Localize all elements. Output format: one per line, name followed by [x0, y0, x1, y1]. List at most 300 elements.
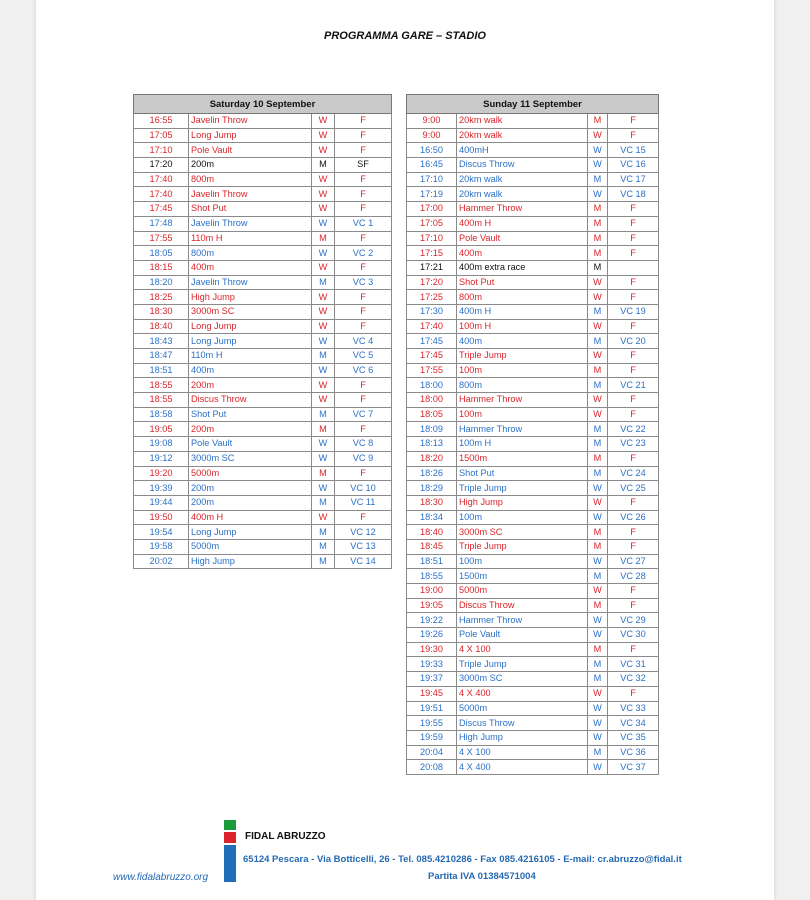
- schedule-row: [134, 128, 392, 143]
- row-time: 19:00: [407, 584, 457, 599]
- row-time: 17:19: [407, 187, 457, 202]
- row-time: 18:40: [134, 319, 189, 334]
- row-event: Pole Vault: [189, 437, 312, 452]
- schedule-row: [407, 407, 659, 422]
- row-event: High Jump: [457, 730, 588, 745]
- row-round: VC 19: [608, 304, 659, 319]
- schedule-row: [407, 143, 659, 158]
- row-event: 1500m: [457, 451, 588, 466]
- row-time: 9:00: [407, 114, 457, 129]
- row-round: F: [608, 114, 659, 129]
- row-round: VC 4: [335, 334, 392, 349]
- row-time: 17:55: [407, 363, 457, 378]
- schedule-row: [134, 246, 392, 261]
- row-round: F: [335, 231, 392, 246]
- row-gender: W: [588, 613, 608, 628]
- schedule-row: [407, 598, 659, 613]
- row-time: 18:09: [407, 422, 457, 437]
- schedule-row: [407, 686, 659, 701]
- row-round: F: [608, 495, 659, 510]
- row-time: 19:26: [407, 628, 457, 643]
- row-gender: M: [312, 539, 335, 554]
- row-event: 400m: [189, 363, 312, 378]
- row-event: 100m: [457, 363, 588, 378]
- row-event: Discus Throw: [457, 598, 588, 613]
- row-event: 400m extra race: [457, 260, 588, 275]
- row-round: VC 23: [608, 437, 659, 452]
- row-time: 19:37: [407, 672, 457, 687]
- schedule-row: [407, 672, 659, 687]
- row-gender: W: [588, 319, 608, 334]
- schedule-row: [134, 363, 392, 378]
- row-time: 19:30: [407, 642, 457, 657]
- row-round: VC 9: [335, 451, 392, 466]
- row-gender: M: [588, 216, 608, 231]
- row-round: SF: [335, 158, 392, 173]
- row-event: 200m: [189, 495, 312, 510]
- row-round: VC 16: [608, 158, 659, 173]
- row-round: F: [335, 114, 392, 129]
- schedule-row: [134, 525, 392, 540]
- row-event: 100m: [457, 554, 588, 569]
- row-event: Javelin Throw: [189, 275, 312, 290]
- row-event: 100m: [457, 510, 588, 525]
- row-time: 18:00: [407, 393, 457, 408]
- row-time: 18:05: [407, 407, 457, 422]
- schedule-row: [407, 628, 659, 643]
- row-round: F: [335, 466, 392, 481]
- row-event: 200m: [189, 378, 312, 393]
- row-time: 18:45: [407, 539, 457, 554]
- row-event: Long Jump: [189, 334, 312, 349]
- row-round: VC 29: [608, 613, 659, 628]
- schedule-row: [407, 231, 659, 246]
- row-round: VC 11: [335, 495, 392, 510]
- row-gender: M: [312, 525, 335, 540]
- schedule-row: [134, 510, 392, 525]
- row-time: 17:45: [134, 202, 189, 217]
- row-event: Pole Vault: [457, 628, 588, 643]
- schedule-row: [134, 216, 392, 231]
- row-event: Triple Jump: [457, 539, 588, 554]
- contact-address: 65124 Pescara - Via Botticelli, 26 - Tel. 085.4210286 - Fax 085.4216105 - E-mail: cr.abruzzo@fidal.it: [243, 854, 682, 865]
- schedule-row: [134, 114, 392, 129]
- row-event: 20km walk: [457, 187, 588, 202]
- vat-number: Partita IVA 01384571004: [428, 871, 536, 882]
- row-round: [608, 260, 659, 275]
- row-time: 9:00: [407, 128, 457, 143]
- schedule-row: [407, 701, 659, 716]
- row-time: 18:20: [407, 451, 457, 466]
- row-gender: M: [588, 525, 608, 540]
- row-event: 200m: [189, 158, 312, 173]
- row-time: 19:44: [134, 495, 189, 510]
- row-time: 18:34: [407, 510, 457, 525]
- row-round: F: [608, 231, 659, 246]
- organization-name: FIDAL ABRUZZO: [245, 831, 326, 842]
- schedule-row: [407, 451, 659, 466]
- row-event: 5000m: [457, 584, 588, 599]
- schedule-row: [407, 613, 659, 628]
- row-time: 19:50: [134, 510, 189, 525]
- row-gender: W: [588, 510, 608, 525]
- row-gender: M: [312, 422, 335, 437]
- row-time: 17:40: [134, 172, 189, 187]
- row-round: F: [608, 686, 659, 701]
- row-round: VC 13: [335, 539, 392, 554]
- row-time: 17:40: [407, 319, 457, 334]
- logo-blue-bar: [224, 845, 236, 882]
- row-gender: M: [588, 363, 608, 378]
- row-round: VC 35: [608, 730, 659, 745]
- row-event: Long Jump: [189, 525, 312, 540]
- row-event: Javelin Throw: [189, 216, 312, 231]
- row-round: VC 3: [335, 275, 392, 290]
- row-time: 19:12: [134, 451, 189, 466]
- schedule-row: [407, 466, 659, 481]
- row-round: VC 32: [608, 672, 659, 687]
- row-gender: W: [588, 686, 608, 701]
- schedule-row: [134, 393, 392, 408]
- schedule-row: [407, 393, 659, 408]
- row-gender: W: [588, 628, 608, 643]
- schedule-row: [407, 554, 659, 569]
- row-event: 400mH: [457, 143, 588, 158]
- row-gender: M: [588, 231, 608, 246]
- row-time: 18:51: [407, 554, 457, 569]
- row-event: Javelin Throw: [189, 187, 312, 202]
- row-gender: W: [588, 290, 608, 305]
- row-event: Pole Vault: [457, 231, 588, 246]
- row-round: F: [608, 216, 659, 231]
- row-event: 200m: [189, 422, 312, 437]
- row-event: 20km walk: [457, 114, 588, 129]
- schedule-row: [407, 304, 659, 319]
- row-gender: M: [588, 466, 608, 481]
- row-round: F: [608, 407, 659, 422]
- row-gender: W: [312, 378, 335, 393]
- row-gender: W: [312, 334, 335, 349]
- sunday-header: Sunday 11 September: [407, 95, 659, 114]
- row-round: F: [608, 525, 659, 540]
- row-time: 17:10: [134, 143, 189, 158]
- schedule-row: [134, 407, 392, 422]
- row-gender: W: [312, 290, 335, 305]
- schedule-row: [407, 334, 659, 349]
- row-time: 17:05: [407, 216, 457, 231]
- row-gender: M: [588, 657, 608, 672]
- row-round: VC 31: [608, 657, 659, 672]
- row-event: High Jump: [189, 554, 312, 569]
- row-time: 17:55: [134, 231, 189, 246]
- row-event: 100m H: [457, 437, 588, 452]
- row-gender: W: [588, 143, 608, 158]
- row-round: F: [335, 378, 392, 393]
- schedule-row: [134, 334, 392, 349]
- row-event: 3000m SC: [189, 304, 312, 319]
- row-event: Hammer Throw: [457, 202, 588, 217]
- row-event: Discus Throw: [457, 158, 588, 173]
- schedule-row: [407, 642, 659, 657]
- schedule-row: [407, 290, 659, 305]
- row-time: 18:47: [134, 349, 189, 364]
- page-title: PROGRAMMA GARE – STADIO: [324, 30, 486, 42]
- row-event: Shot Put: [189, 202, 312, 217]
- row-round: VC 28: [608, 569, 659, 584]
- row-event: 100m H: [457, 319, 588, 334]
- row-event: 5000m: [189, 466, 312, 481]
- row-round: F: [608, 128, 659, 143]
- logo-red-bar: [224, 832, 236, 843]
- row-event: High Jump: [189, 290, 312, 305]
- row-time: 19:59: [407, 730, 457, 745]
- row-time: 18:58: [134, 407, 189, 422]
- schedule-row: [407, 128, 659, 143]
- row-event: Discus Throw: [457, 716, 588, 731]
- row-gender: W: [588, 730, 608, 745]
- schedule-row: [407, 172, 659, 187]
- row-round: VC 10: [335, 481, 392, 496]
- row-time: 19:05: [134, 422, 189, 437]
- schedule-row: [407, 246, 659, 261]
- schedule-row: [134, 481, 392, 496]
- row-round: F: [335, 304, 392, 319]
- row-gender: W: [312, 216, 335, 231]
- row-gender: M: [588, 437, 608, 452]
- schedule-row: [134, 319, 392, 334]
- schedule-row: [407, 158, 659, 173]
- row-round: F: [335, 290, 392, 305]
- row-time: 19:51: [407, 701, 457, 716]
- row-time: 17:15: [407, 246, 457, 261]
- row-time: 16:55: [134, 114, 189, 129]
- row-gender: W: [312, 437, 335, 452]
- row-event: 400m H: [457, 216, 588, 231]
- schedule-row: [407, 422, 659, 437]
- row-event: Hammer Throw: [457, 613, 588, 628]
- row-event: Pole Vault: [189, 143, 312, 158]
- schedule-row: [407, 349, 659, 364]
- row-round: VC 20: [608, 334, 659, 349]
- row-round: F: [335, 510, 392, 525]
- row-gender: W: [588, 187, 608, 202]
- row-time: 18:15: [134, 260, 189, 275]
- row-gender: M: [312, 158, 335, 173]
- schedule-row: [134, 172, 392, 187]
- row-event: Hammer Throw: [457, 422, 588, 437]
- row-gender: M: [588, 451, 608, 466]
- schedule-row: [407, 525, 659, 540]
- schedule-row: [407, 716, 659, 731]
- row-gender: W: [312, 187, 335, 202]
- row-round: F: [608, 393, 659, 408]
- row-gender: M: [588, 569, 608, 584]
- row-event: 400m: [189, 260, 312, 275]
- row-round: VC 1: [335, 216, 392, 231]
- row-gender: W: [312, 143, 335, 158]
- row-gender: W: [312, 481, 335, 496]
- row-gender: M: [312, 495, 335, 510]
- row-time: 16:50: [407, 143, 457, 158]
- row-round: VC 27: [608, 554, 659, 569]
- row-gender: W: [312, 246, 335, 261]
- row-round: F: [608, 451, 659, 466]
- row-gender: W: [588, 128, 608, 143]
- row-gender: W: [312, 363, 335, 378]
- row-gender: W: [588, 760, 608, 775]
- row-event: 3000m SC: [457, 525, 588, 540]
- row-gender: W: [588, 495, 608, 510]
- row-event: 1500m: [457, 569, 588, 584]
- sunday-schedule-table: [406, 94, 659, 775]
- schedule-row: [134, 349, 392, 364]
- schedule-row: [134, 378, 392, 393]
- schedule-row: [134, 143, 392, 158]
- row-event: 4 X 400: [457, 686, 588, 701]
- row-event: 400m H: [189, 510, 312, 525]
- row-event: Discus Throw: [189, 393, 312, 408]
- row-event: 800m: [457, 290, 588, 305]
- schedule-row: [134, 451, 392, 466]
- row-event: 400m: [457, 246, 588, 261]
- row-round: F: [335, 128, 392, 143]
- row-round: F: [608, 246, 659, 261]
- row-event: 5000m: [189, 539, 312, 554]
- schedule-row: [407, 584, 659, 599]
- schedule-row: [134, 260, 392, 275]
- row-time: 18:20: [134, 275, 189, 290]
- row-event: 800m: [189, 246, 312, 261]
- row-event: 4 X 100: [457, 642, 588, 657]
- row-round: VC 2: [335, 246, 392, 261]
- row-gender: M: [588, 114, 608, 129]
- row-gender: M: [312, 554, 335, 569]
- row-round: VC 6: [335, 363, 392, 378]
- schedule-row: [407, 657, 659, 672]
- row-round: F: [335, 143, 392, 158]
- row-time: 19:05: [407, 598, 457, 613]
- row-event: 110m H: [189, 231, 312, 246]
- row-round: F: [335, 172, 392, 187]
- row-gender: M: [312, 275, 335, 290]
- row-round: F: [608, 584, 659, 599]
- row-event: 20km walk: [457, 172, 588, 187]
- row-round: F: [335, 187, 392, 202]
- schedule-row: [407, 510, 659, 525]
- row-time: 17:00: [407, 202, 457, 217]
- row-gender: W: [312, 172, 335, 187]
- row-event: 800m: [457, 378, 588, 393]
- row-round: VC 34: [608, 716, 659, 731]
- row-round: F: [608, 642, 659, 657]
- row-gender: M: [588, 260, 608, 275]
- row-gender: W: [312, 304, 335, 319]
- row-gender: W: [588, 584, 608, 599]
- schedule-row: [407, 187, 659, 202]
- row-event: Triple Jump: [457, 657, 588, 672]
- row-event: 110m H: [189, 349, 312, 364]
- row-round: VC 22: [608, 422, 659, 437]
- row-time: 17:05: [134, 128, 189, 143]
- row-gender: W: [588, 407, 608, 422]
- row-time: 18:30: [407, 495, 457, 510]
- row-time: 19:22: [407, 613, 457, 628]
- schedule-row: [407, 260, 659, 275]
- row-round: VC 15: [608, 143, 659, 158]
- row-time: 18:55: [134, 393, 189, 408]
- saturday-header: Saturday 10 September: [134, 95, 392, 114]
- row-gender: M: [312, 407, 335, 422]
- row-event: Shot Put: [457, 275, 588, 290]
- schedule-row: [407, 495, 659, 510]
- row-time: 18:29: [407, 481, 457, 496]
- row-round: VC 8: [335, 437, 392, 452]
- row-time: 19:55: [407, 716, 457, 731]
- row-gender: W: [312, 128, 335, 143]
- row-gender: M: [588, 598, 608, 613]
- schedule-row: [407, 216, 659, 231]
- row-round: F: [335, 202, 392, 217]
- schedule-row: [134, 554, 392, 569]
- row-gender: W: [312, 393, 335, 408]
- row-round: F: [608, 598, 659, 613]
- website-link[interactable]: www.fidalabruzzo.org: [113, 872, 209, 883]
- row-time: 18:55: [407, 569, 457, 584]
- row-round: VC 37: [608, 760, 659, 775]
- schedule-row: [407, 730, 659, 745]
- row-gender: M: [588, 172, 608, 187]
- schedule-row: [407, 202, 659, 217]
- row-round: VC 26: [608, 510, 659, 525]
- row-time: 18:26: [407, 466, 457, 481]
- row-gender: W: [588, 158, 608, 173]
- row-event: 5000m: [457, 701, 588, 716]
- row-round: F: [608, 363, 659, 378]
- schedule-row: [407, 363, 659, 378]
- schedule-row: [134, 187, 392, 202]
- row-event: 200m: [189, 481, 312, 496]
- row-gender: W: [312, 114, 335, 129]
- schedule-row: [134, 495, 392, 510]
- row-time: 17:21: [407, 260, 457, 275]
- row-event: 3000m SC: [457, 672, 588, 687]
- row-time: 18:13: [407, 437, 457, 452]
- schedule-row: [134, 202, 392, 217]
- row-gender: M: [588, 422, 608, 437]
- row-round: VC 25: [608, 481, 659, 496]
- schedule-row: [134, 304, 392, 319]
- row-gender: W: [312, 451, 335, 466]
- row-gender: W: [588, 701, 608, 716]
- row-event: 400m H: [457, 304, 588, 319]
- row-round: VC 14: [335, 554, 392, 569]
- row-time: 19:54: [134, 525, 189, 540]
- row-round: F: [335, 260, 392, 275]
- row-event: Javelin Throw: [189, 114, 312, 129]
- schedule-row: [407, 437, 659, 452]
- schedule-row: [407, 275, 659, 290]
- row-gender: W: [588, 349, 608, 364]
- row-gender: W: [588, 716, 608, 731]
- row-round: VC 5: [335, 349, 392, 364]
- row-event: Long Jump: [189, 128, 312, 143]
- row-event: 400m: [457, 334, 588, 349]
- row-gender: W: [312, 260, 335, 275]
- row-round: VC 18: [608, 187, 659, 202]
- row-event: 800m: [189, 172, 312, 187]
- row-time: 20:04: [407, 745, 457, 760]
- row-gender: M: [588, 334, 608, 349]
